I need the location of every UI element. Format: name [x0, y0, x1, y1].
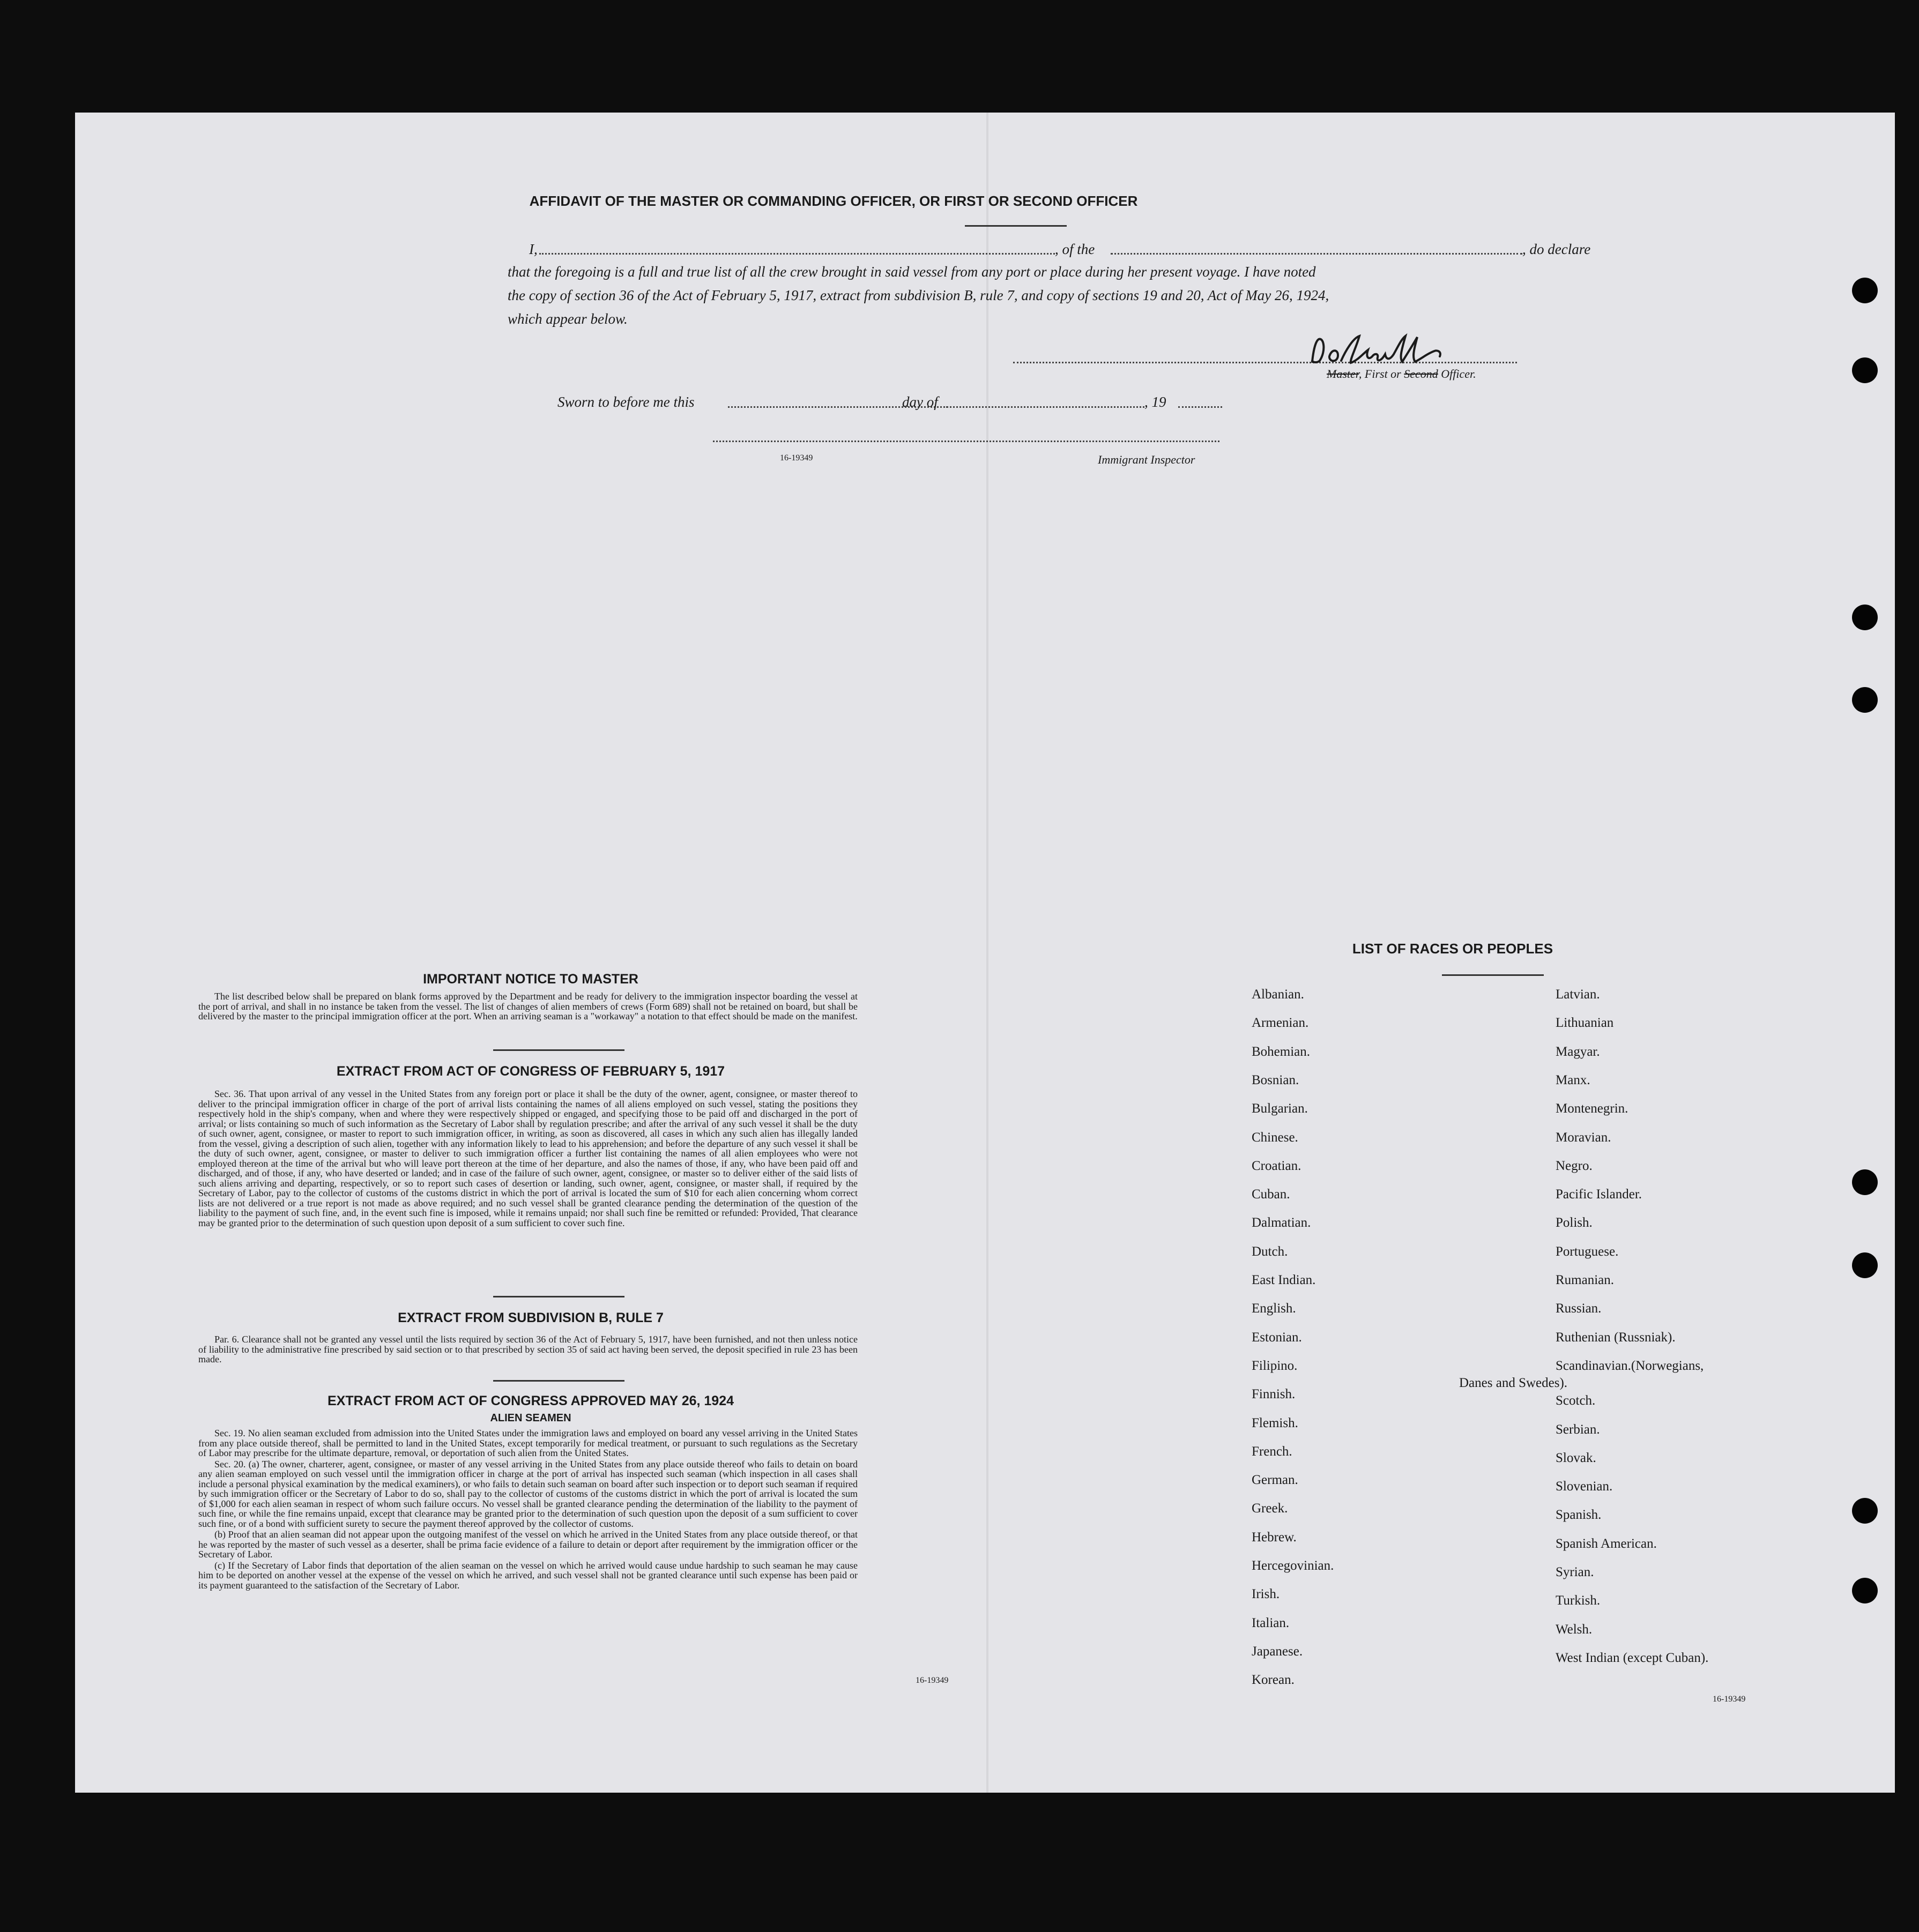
race-item: English. [1252, 1301, 1296, 1316]
race-item: Negro. [1556, 1158, 1593, 1173]
extract-rule7-title: EXTRACT FROM SUBDIVISION B, RULE 7 [398, 1310, 664, 1325]
race-item: Japanese. [1252, 1644, 1303, 1659]
race-item: Filipino. [1252, 1358, 1298, 1373]
signature [1308, 330, 1469, 372]
race-item: Dalmatian. [1252, 1215, 1311, 1230]
extract-1917-rule [493, 1296, 624, 1297]
race-item: Finnish. [1252, 1387, 1296, 1402]
inspector-line [713, 441, 1219, 442]
second-struck: Second [1404, 367, 1438, 381]
affidavit-body-1: that the foregoing is a full and true list of all the crew brought in said vessel from any port or place during her present voyage. I have noted [508, 264, 1316, 280]
line-of-the: , of the [1055, 241, 1095, 257]
race-item: German. [1252, 1473, 1298, 1488]
race-item: Magyar. [1556, 1044, 1600, 1059]
vessel-blank [1111, 253, 1522, 255]
line-i: I, [529, 241, 538, 257]
affidavit-body-3: which appear below. [508, 311, 628, 327]
sworn-year-blank [1178, 406, 1222, 408]
race-item: Irish. [1252, 1587, 1280, 1602]
races-title: LIST OF RACES OR PEOPLES [1352, 941, 1553, 957]
par6-paragraph: Par. 6. Clearance shall not be granted any vessel until the lists required by section 36 of the Act of February 5, 1917, have been furnished, and not then unless notice of liability to the administrative fine prescribed by said section or to that prescribed by section 35 of said act having been served, the deposit specified in rule 23 has been made. [198, 1334, 858, 1364]
race-item: Italian. [1252, 1615, 1290, 1630]
notice-title: IMPORTANT NOTICE TO MASTER [423, 972, 638, 987]
document-page [75, 113, 1895, 1793]
sec20a-paragraph: Sec. 20. (a) The owner, charterer, agent, consignee, or master of any vessel arriving in the United States from any place outside thereof who fails to detain on board any alien seaman employed on such vessel until the immigration officer in charge at the port of arrival has inspected such seaman (which inspection in all cases shall include a personal physical examination by the medical examiners), or who fails to detain such seaman on board after such inspection or to deport such seaman if required by such immigration officer or the Secretary of Labor to do so, shall pay to the collector of customs of the customs district in which the port of arrival is located the sum of $1,000 for each alien seaman in respect of whom such failure occurs. No vessel shall be granted clearance pending the determination of the liability to the payment of such fine, or while the fine remains unpaid, except that clearance may be granted prior to the determination of such question upon the deposit of a sum sufficient to cover such fine, or of a bond with sufficient surety to secure the payment thereof approved by the collector of customs. [198, 1458, 858, 1529]
scandinavian-continuation: Danes and Swedes). [1459, 1376, 1568, 1390]
sec20b-paragraph: (b) Proof that an alien seaman did not appear upon the outgoing manifest of the vessel on which he arrived in the United States from any place outside thereof, or that he was reported by the master of such vessel as a deserter, shall be prima facie evidence of a failure to detain or deport after requirement by the immigration officer or the Secretary of Labor. [198, 1529, 858, 1560]
form-number-top: 16-19349 [780, 453, 813, 463]
race-item: Russian. [1556, 1301, 1602, 1316]
race-item: Flemish. [1252, 1415, 1298, 1430]
notice-paragraph: The list described below shall be prepared on blank forms approved by the Department and be ready for delivery to the immigration inspector boarding the vessel at the port of arrival, and shall in no instance be taken from the vessel. The list of changes of alien members of crews (Form 689) shall not be retained on board, but shall be delivered by the master to the principal immigration officer at the port. When an arriving seaman is a "workaway" a notation to that effect should be made on the manifest. [198, 991, 858, 1021]
race-item: Manx. [1556, 1072, 1590, 1087]
race-item: French. [1252, 1444, 1292, 1459]
race-item: Serbian. [1556, 1422, 1600, 1437]
inspector-label: Immigrant Inspector [1098, 453, 1195, 466]
extract-rule7-text [198, 1334, 858, 1366]
notice-text [198, 991, 858, 1023]
notice-rule [493, 1049, 624, 1051]
line-do-declare: , do declare [1522, 241, 1591, 257]
race-item: Slovak. [1556, 1450, 1596, 1465]
sworn-month-blank [946, 406, 1144, 408]
sec20c-paragraph: (c) If the Secretary of Labor finds that deportation of the alien seaman on the vessel on which he arrived would cause undue hardship to such seaman he may cause him to be deported on another vessel at the expense of the vessel on which he arrived, and such vessel shall not be granted clearance until such expense has been paid or its payment guaranteed to the satisfaction of the Secretary of Labor. [198, 1560, 858, 1591]
race-item: Albanian. [1252, 987, 1304, 1002]
affidavit-body-2: the copy of section 36 of the Act of February 5, 1917, extract from subdivision B, rule 7, and copy of sections 19 and 20, Act of May 26, 1924, [508, 287, 1329, 303]
page-fold [986, 113, 988, 1793]
binder-hole [1852, 357, 1878, 383]
race-item: Scotch. [1556, 1393, 1596, 1408]
race-item: Ruthenian (Russniak). [1556, 1330, 1676, 1345]
form-number-right: 16-19349 [1713, 1695, 1746, 1704]
race-item: Croatian. [1252, 1158, 1301, 1173]
sworn-date-blank [728, 406, 977, 408]
sworn-day: day of [902, 394, 938, 410]
race-item: Moravian. [1556, 1130, 1611, 1145]
form-number-left: 16-19349 [916, 1676, 949, 1685]
race-item: West Indian (except Cuban). [1556, 1650, 1709, 1665]
race-item: Cuban. [1252, 1187, 1290, 1202]
race-item: Spanish American. [1556, 1536, 1657, 1551]
race-item: Pacific Islander. [1556, 1187, 1642, 1202]
binder-hole [1852, 605, 1878, 630]
master-struck: Master [1327, 367, 1359, 381]
race-item: Rumanian. [1556, 1273, 1615, 1287]
officer-end: Officer. [1438, 367, 1476, 381]
race-item: Bosnian. [1252, 1072, 1299, 1087]
race-item: Chinese. [1252, 1130, 1298, 1145]
race-item: Lithuanian [1556, 1016, 1614, 1031]
race-item: Polish. [1556, 1215, 1593, 1230]
alien-seamen-subtitle: ALIEN SEAMEN [490, 1412, 571, 1424]
extract-1924-title: EXTRACT FROM ACT OF CONGRESS APPROVED MAY 26, 1924 [327, 1393, 734, 1408]
binder-hole [1852, 1578, 1878, 1603]
race-item: Welsh. [1556, 1622, 1593, 1637]
race-item: Bohemian. [1252, 1044, 1311, 1059]
extract-1917-title: EXTRACT FROM ACT OF CONGRESS OF FEBRUARY 5, 1917 [336, 1064, 725, 1079]
race-item: Latvian. [1556, 987, 1600, 1002]
binder-hole [1852, 687, 1878, 713]
race-item: Greek. [1252, 1501, 1288, 1516]
sworn-prefix: Sworn to before me this [557, 394, 695, 410]
race-item: Armenian. [1252, 1016, 1309, 1031]
race-item: Bulgarian. [1252, 1101, 1308, 1116]
race-item: Syrian. [1556, 1565, 1594, 1579]
officer-label [1327, 367, 1476, 381]
race-item: Hercegovinian. [1252, 1558, 1334, 1573]
extract-rule7-rule [493, 1380, 624, 1382]
affidavit-title: AFFIDAVIT OF THE MASTER OR COMMANDING OFFICER, OR FIRST OR SECOND OFFICER [529, 193, 1138, 209]
race-item: Spanish. [1556, 1508, 1602, 1523]
binder-hole [1852, 1169, 1878, 1195]
extract-1917-text [198, 1089, 858, 1229]
race-item: Dutch. [1252, 1244, 1288, 1259]
name-blank [539, 253, 1055, 255]
races-rule [1442, 974, 1544, 976]
binder-hole [1852, 1498, 1878, 1524]
sec19-paragraph: Sec. 19. No alien seaman excluded from admission into the United States under the immigration laws and employed on board any vessel arriving in the United States from any place outside thereof, shall be permitted to land in the United States, except temporarily for medical treatment, or pursuant to such regulations as the Secretary of Labor may prescribe for the ultimate departure, removal, or deportation of such alien from the United States. [198, 1428, 858, 1458]
officer-mid: , First or [1358, 367, 1404, 381]
title-rule [965, 225, 1067, 227]
race-item: East Indian. [1252, 1273, 1316, 1287]
race-item: Scandinavian.(Norwegians, [1556, 1358, 1704, 1373]
race-item: Portuguese. [1556, 1244, 1619, 1259]
race-item: Montenegrin. [1556, 1101, 1628, 1116]
binder-hole [1852, 278, 1878, 303]
race-item: Turkish. [1556, 1593, 1601, 1608]
race-item: Korean. [1252, 1673, 1295, 1688]
race-item: Hebrew. [1252, 1530, 1297, 1545]
race-item: Slovenian. [1556, 1479, 1613, 1494]
race-item: Estonian. [1252, 1330, 1302, 1345]
extract-1924-text [198, 1428, 858, 1591]
sworn-year: , 19 [1144, 394, 1166, 410]
sec36-paragraph: Sec. 36. That upon arrival of any vessel in the United States from any foreign port or place it shall be the duty of the owner, agent, consignee, or master thereof to deliver to the principal immigration officer in charge of the port of arrival lists containing the names of all aliens employed on such vessel, stating the positions they respectively hold in the ship's company, when and where they were respectively shipped or engaged, and specifying those to be paid off and discharged in the port of arrival; or lists containing so much of such information as the Secretary of Labor shall by regulation prescribe; and after the arrival of any such vessel it shall be the duty of such owner, agent, consignee, or master to report to such immigration officer, in writing, as soon as discovered, all cases in which any such alien has illegally landed from the vessel, giving a description of such alien, together with any information likely to lead to his apprehension; and before the departure of any such vessel it shall be the duty of such owner, agent, consignee, or master to deliver to such immigration officer a further list containing the names of all alien employees who were not employed thereon at the time of the arrival but who will leave port thereon at the time of her departure, and also the names of those, if any, who have been paid off and discharged, and of those, if any, who have deserted or landed; and in case of the failure of such owner, agent, consignee, or master so to deliver either of the said lists of such aliens arriving and departing, respectively, or so to report such cases of desertion or landing, such owner, agent, consignee, or master shall, if required by the Secretary of Labor, pay to the collector of customs of the customs district in which the port of arrival is located the sum of $10 for each alien concerning whom correct lists are not delivered or a true report is not made as above required; and no such vessel shall be granted clearance pending the determination of the question of the liability to the payment of such fine, and, in the event such fine is imposed, while it remains unpaid; nor shall such fine be remitted or refunded: Provided, That clearance may be granted prior to the determination of such question upon deposit of a sum sufficient to cover such fine. [198, 1088, 858, 1228]
binder-hole [1852, 1252, 1878, 1278]
